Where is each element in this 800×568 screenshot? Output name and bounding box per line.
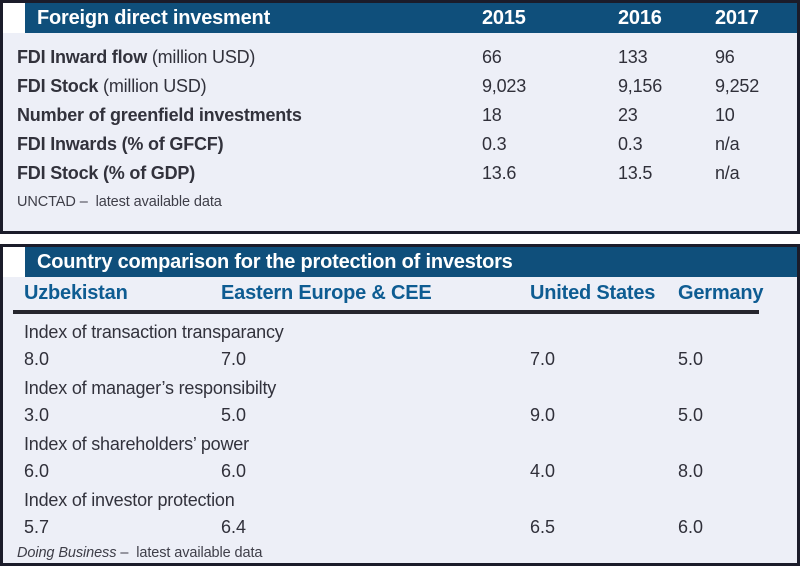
comparison-table-title: Country comparison for the protection of investors xyxy=(37,251,513,273)
fdi-table xyxy=(0,0,800,234)
table-row xyxy=(3,43,797,72)
table-row xyxy=(3,72,797,101)
cell-value: 5.0 xyxy=(678,349,704,369)
source-dash: – xyxy=(79,194,88,210)
cell-value: n/a xyxy=(715,163,740,183)
cell-value: 0.3 xyxy=(482,134,507,154)
row-label: FDI Stock (% of GDP) xyxy=(17,163,196,183)
row-label: Index of investor protection xyxy=(24,490,235,510)
country-column-headers xyxy=(3,277,797,310)
comparison-table-body xyxy=(3,314,797,561)
column-header-eastern-europe-cee: Eastern Europe & CEE xyxy=(221,282,432,304)
year-column-header-2017: 2017 xyxy=(715,7,759,29)
cell-value: 5.0 xyxy=(221,405,247,425)
table-row xyxy=(3,345,797,374)
row-label: Number of greenfield investments xyxy=(17,105,302,125)
comparison-table-header xyxy=(3,247,797,277)
cell-value: 4.0 xyxy=(530,461,556,481)
cell-value: 6.0 xyxy=(221,461,247,481)
cell-value: 23 xyxy=(618,105,638,125)
table-row xyxy=(3,401,797,430)
cell-value: 6.0 xyxy=(678,517,704,537)
cell-value: 7.0 xyxy=(530,349,556,369)
source-name: Doing Business xyxy=(17,545,117,561)
cell-value: 5.7 xyxy=(24,517,50,537)
cell-value: 66 xyxy=(482,47,502,67)
source-text: latest available data xyxy=(95,194,222,210)
cell-value: 3.0 xyxy=(24,405,50,425)
cell-value: 9,156 xyxy=(618,76,663,96)
cell-value: 10 xyxy=(715,105,735,125)
row-label: Index of shareholders’ power xyxy=(24,434,249,454)
row-label: FDI Inward flow (million USD) xyxy=(17,47,256,67)
cell-value: 0.3 xyxy=(618,134,643,154)
column-header-germany: Germany xyxy=(678,282,764,304)
cell-value: 6.5 xyxy=(530,517,556,537)
fdi-table-title: Foreign direct invesment xyxy=(37,7,271,29)
cell-value: 13.6 xyxy=(482,163,517,183)
cell-value: 8.0 xyxy=(24,349,50,369)
row-label: FDI Inwards (% of GFCF) xyxy=(17,134,224,154)
source-note xyxy=(3,545,797,561)
header-corner-notch xyxy=(3,247,25,277)
cell-value: 5.0 xyxy=(678,405,704,425)
fdi-table-header xyxy=(3,3,797,33)
cell-value: 9.0 xyxy=(530,405,556,425)
cell-value: 13.5 xyxy=(618,163,653,183)
source-note xyxy=(3,194,797,210)
source-name: UNCTAD xyxy=(17,194,76,210)
table-row xyxy=(3,457,797,486)
table-row xyxy=(3,130,797,159)
cell-value: 96 xyxy=(715,47,735,67)
cell-value: 6.4 xyxy=(221,517,247,537)
table-row xyxy=(3,101,797,130)
cell-value: 9,023 xyxy=(482,76,527,96)
cell-value: 7.0 xyxy=(221,349,247,369)
table-row xyxy=(3,513,797,542)
source-text: latest available data xyxy=(136,545,263,561)
investor-protection-table xyxy=(0,244,800,566)
year-column-header-2016: 2016 xyxy=(618,7,662,29)
cell-value: 6.0 xyxy=(24,461,50,481)
cell-value: 133 xyxy=(618,47,648,67)
cell-value: 8.0 xyxy=(678,461,704,481)
cell-value: n/a xyxy=(715,134,740,154)
year-column-header-2015: 2015 xyxy=(482,7,526,29)
column-header-uzbekistan: Uzbekistan xyxy=(24,282,128,304)
column-header-united-states: United States xyxy=(530,282,656,304)
source-dash: – xyxy=(120,545,129,561)
cell-value: 18 xyxy=(482,105,502,125)
header-corner-notch xyxy=(3,3,25,33)
row-label: Index of transaction transparancy xyxy=(24,322,284,342)
row-label: FDI Stock (million USD) xyxy=(17,76,207,96)
cell-value: 9,252 xyxy=(715,76,760,96)
row-label: Index of manager’s responsibilty xyxy=(24,378,277,398)
fdi-table-body xyxy=(3,33,797,210)
table-row xyxy=(3,159,797,188)
